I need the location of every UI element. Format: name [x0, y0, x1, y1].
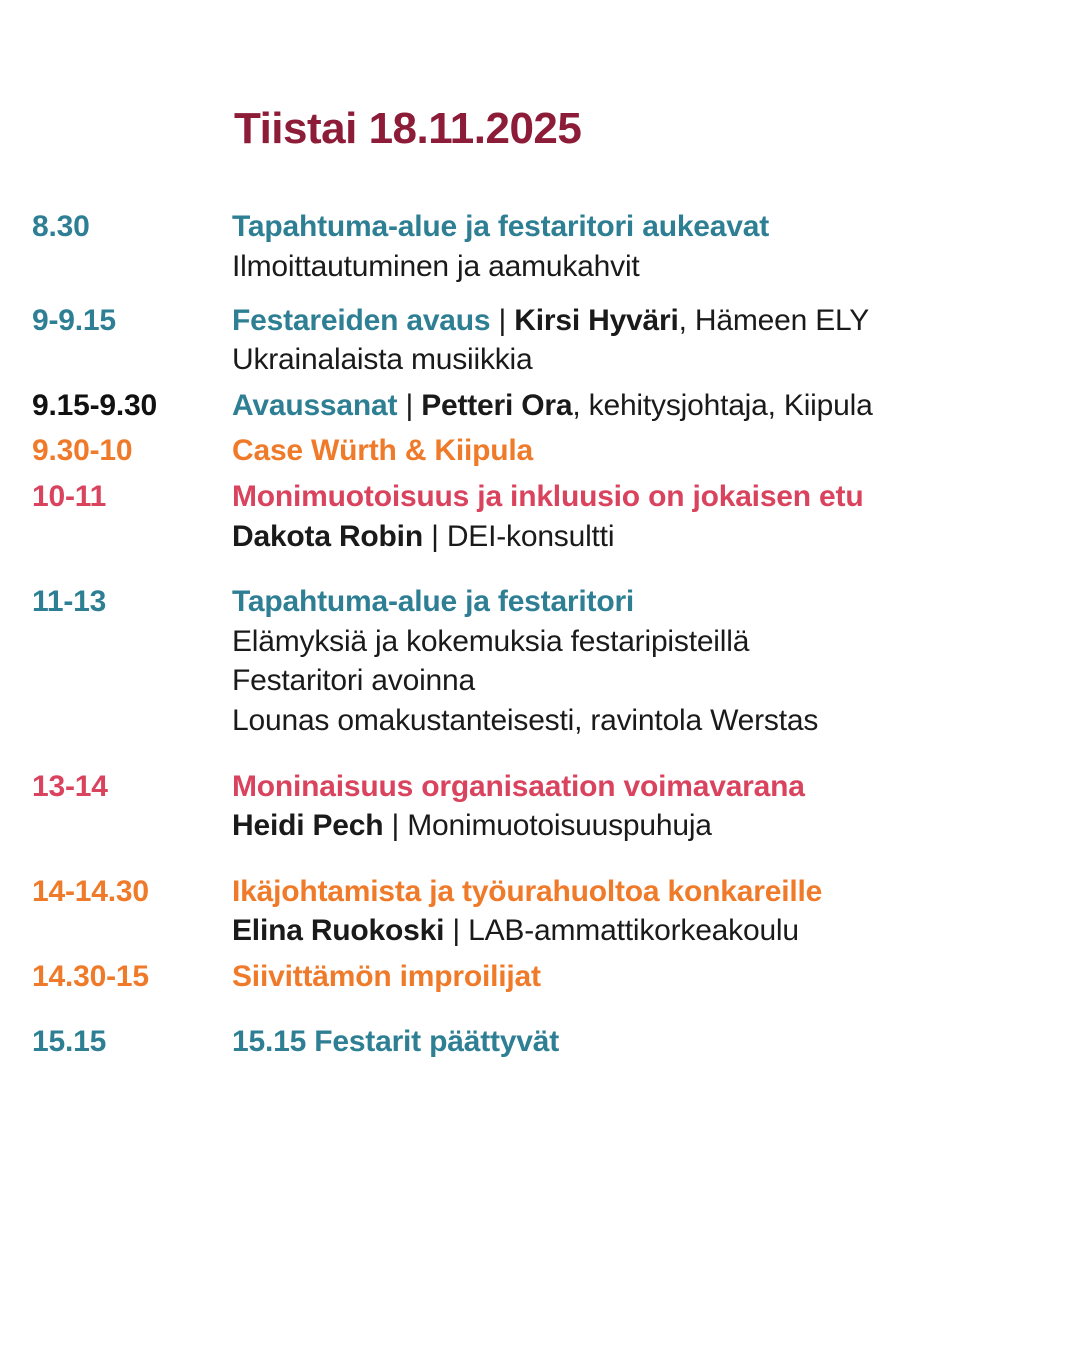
row-time: 9.15-9.30 — [32, 388, 157, 422]
page-title: Tiistai 18.11.2025 — [234, 104, 582, 153]
row-body — [232, 386, 1056, 426]
row-separator: | — [444, 914, 469, 948]
row-headline: Tapahtuma-alue ja festaritori — [232, 585, 635, 619]
row-subtext — [232, 806, 1056, 846]
row-separator: | — [383, 809, 408, 843]
row-affiliation: , kehitysjohtaja, Kiipula — [572, 388, 873, 422]
row-body — [232, 1022, 1056, 1062]
row-subtext — [232, 911, 1056, 951]
schedule-row — [32, 957, 1056, 997]
schedule-row — [32, 582, 1056, 740]
schedule-row — [32, 301, 1056, 380]
schedule-row — [32, 386, 1056, 426]
schedule-row — [32, 1022, 1056, 1062]
row-headline: 15.15 Festarit päättyvät — [232, 1025, 560, 1059]
schedule-row — [32, 207, 1056, 286]
row-time: 14-14.30 — [32, 874, 149, 908]
row-body — [232, 582, 1056, 740]
row-separator: | — [422, 519, 447, 553]
row-headline: Monimuotoisuus ja inkluusio on jokaisen etu — [232, 479, 864, 513]
row-person: Elina Ruokoski — [232, 914, 445, 948]
row-person: Kirsi Hyväri — [514, 303, 679, 337]
row-role: DEI-konsultti — [446, 519, 615, 553]
schedule-row — [32, 477, 1056, 556]
row-headline: Ikäjohtamista ja työurahuoltoa konkareille — [232, 874, 823, 908]
row-body — [232, 872, 1056, 951]
row-person: Dakota Robin — [232, 519, 423, 553]
row-time: 8.30 — [32, 210, 90, 244]
row-headline: Case Würth & Kiipula — [232, 434, 534, 468]
row-time: 9.30-10 — [32, 434, 133, 468]
schedule-row — [32, 872, 1056, 951]
row-body — [232, 767, 1056, 846]
row-separator: | — [397, 388, 422, 422]
row-body — [232, 477, 1056, 556]
row-time: 10-11 — [32, 479, 107, 513]
row-subtext: Elämyksiä ja kokemuksia festaripisteillä — [232, 624, 750, 658]
row-affiliation: , Hämeen ELY — [678, 303, 870, 337]
row-body — [232, 957, 1056, 997]
row-role: Monimuotoisuuspuhuja — [407, 809, 712, 843]
row-headline: Moninaisuus organisaation voimavarana — [232, 769, 805, 803]
row-headline-text: Avaussanat — [232, 388, 398, 422]
row-time: 13-14 — [32, 769, 108, 803]
row-headline: Siivittämön improilijat — [232, 959, 541, 993]
row-headline — [232, 386, 1056, 426]
row-body — [232, 207, 1056, 286]
row-headline-text: Festareiden avaus — [232, 303, 491, 337]
row-role: LAB-ammattikorkeakoulu — [468, 914, 799, 948]
row-headline — [232, 301, 1056, 341]
row-subtext — [232, 517, 1056, 557]
row-body — [232, 301, 1056, 380]
row-person: Petteri Ora — [421, 388, 573, 422]
schedule-row — [32, 767, 1056, 846]
schedule-row — [32, 431, 1056, 471]
row-subtext: Ukrainalaista musiikkia — [232, 343, 533, 377]
row-headline: Tapahtuma-alue ja festaritori aukeavat — [232, 210, 770, 244]
row-subtext: Festaritori avoinna — [232, 664, 475, 698]
row-time: 11-13 — [32, 585, 107, 619]
row-body — [232, 431, 1056, 471]
row-person: Heidi Pech — [232, 809, 384, 843]
schedule-list — [32, 207, 1056, 1062]
row-time: 14.30-15 — [32, 959, 149, 993]
row-subtext: Ilmoittautuminen ja aamukahvit — [232, 249, 640, 283]
row-time: 9-9.15 — [32, 303, 116, 337]
row-subtext: Lounas omakustanteisesti, ravintola Werstas — [232, 703, 819, 737]
row-time: 15.15 — [32, 1025, 107, 1059]
row-separator: | — [490, 303, 515, 337]
